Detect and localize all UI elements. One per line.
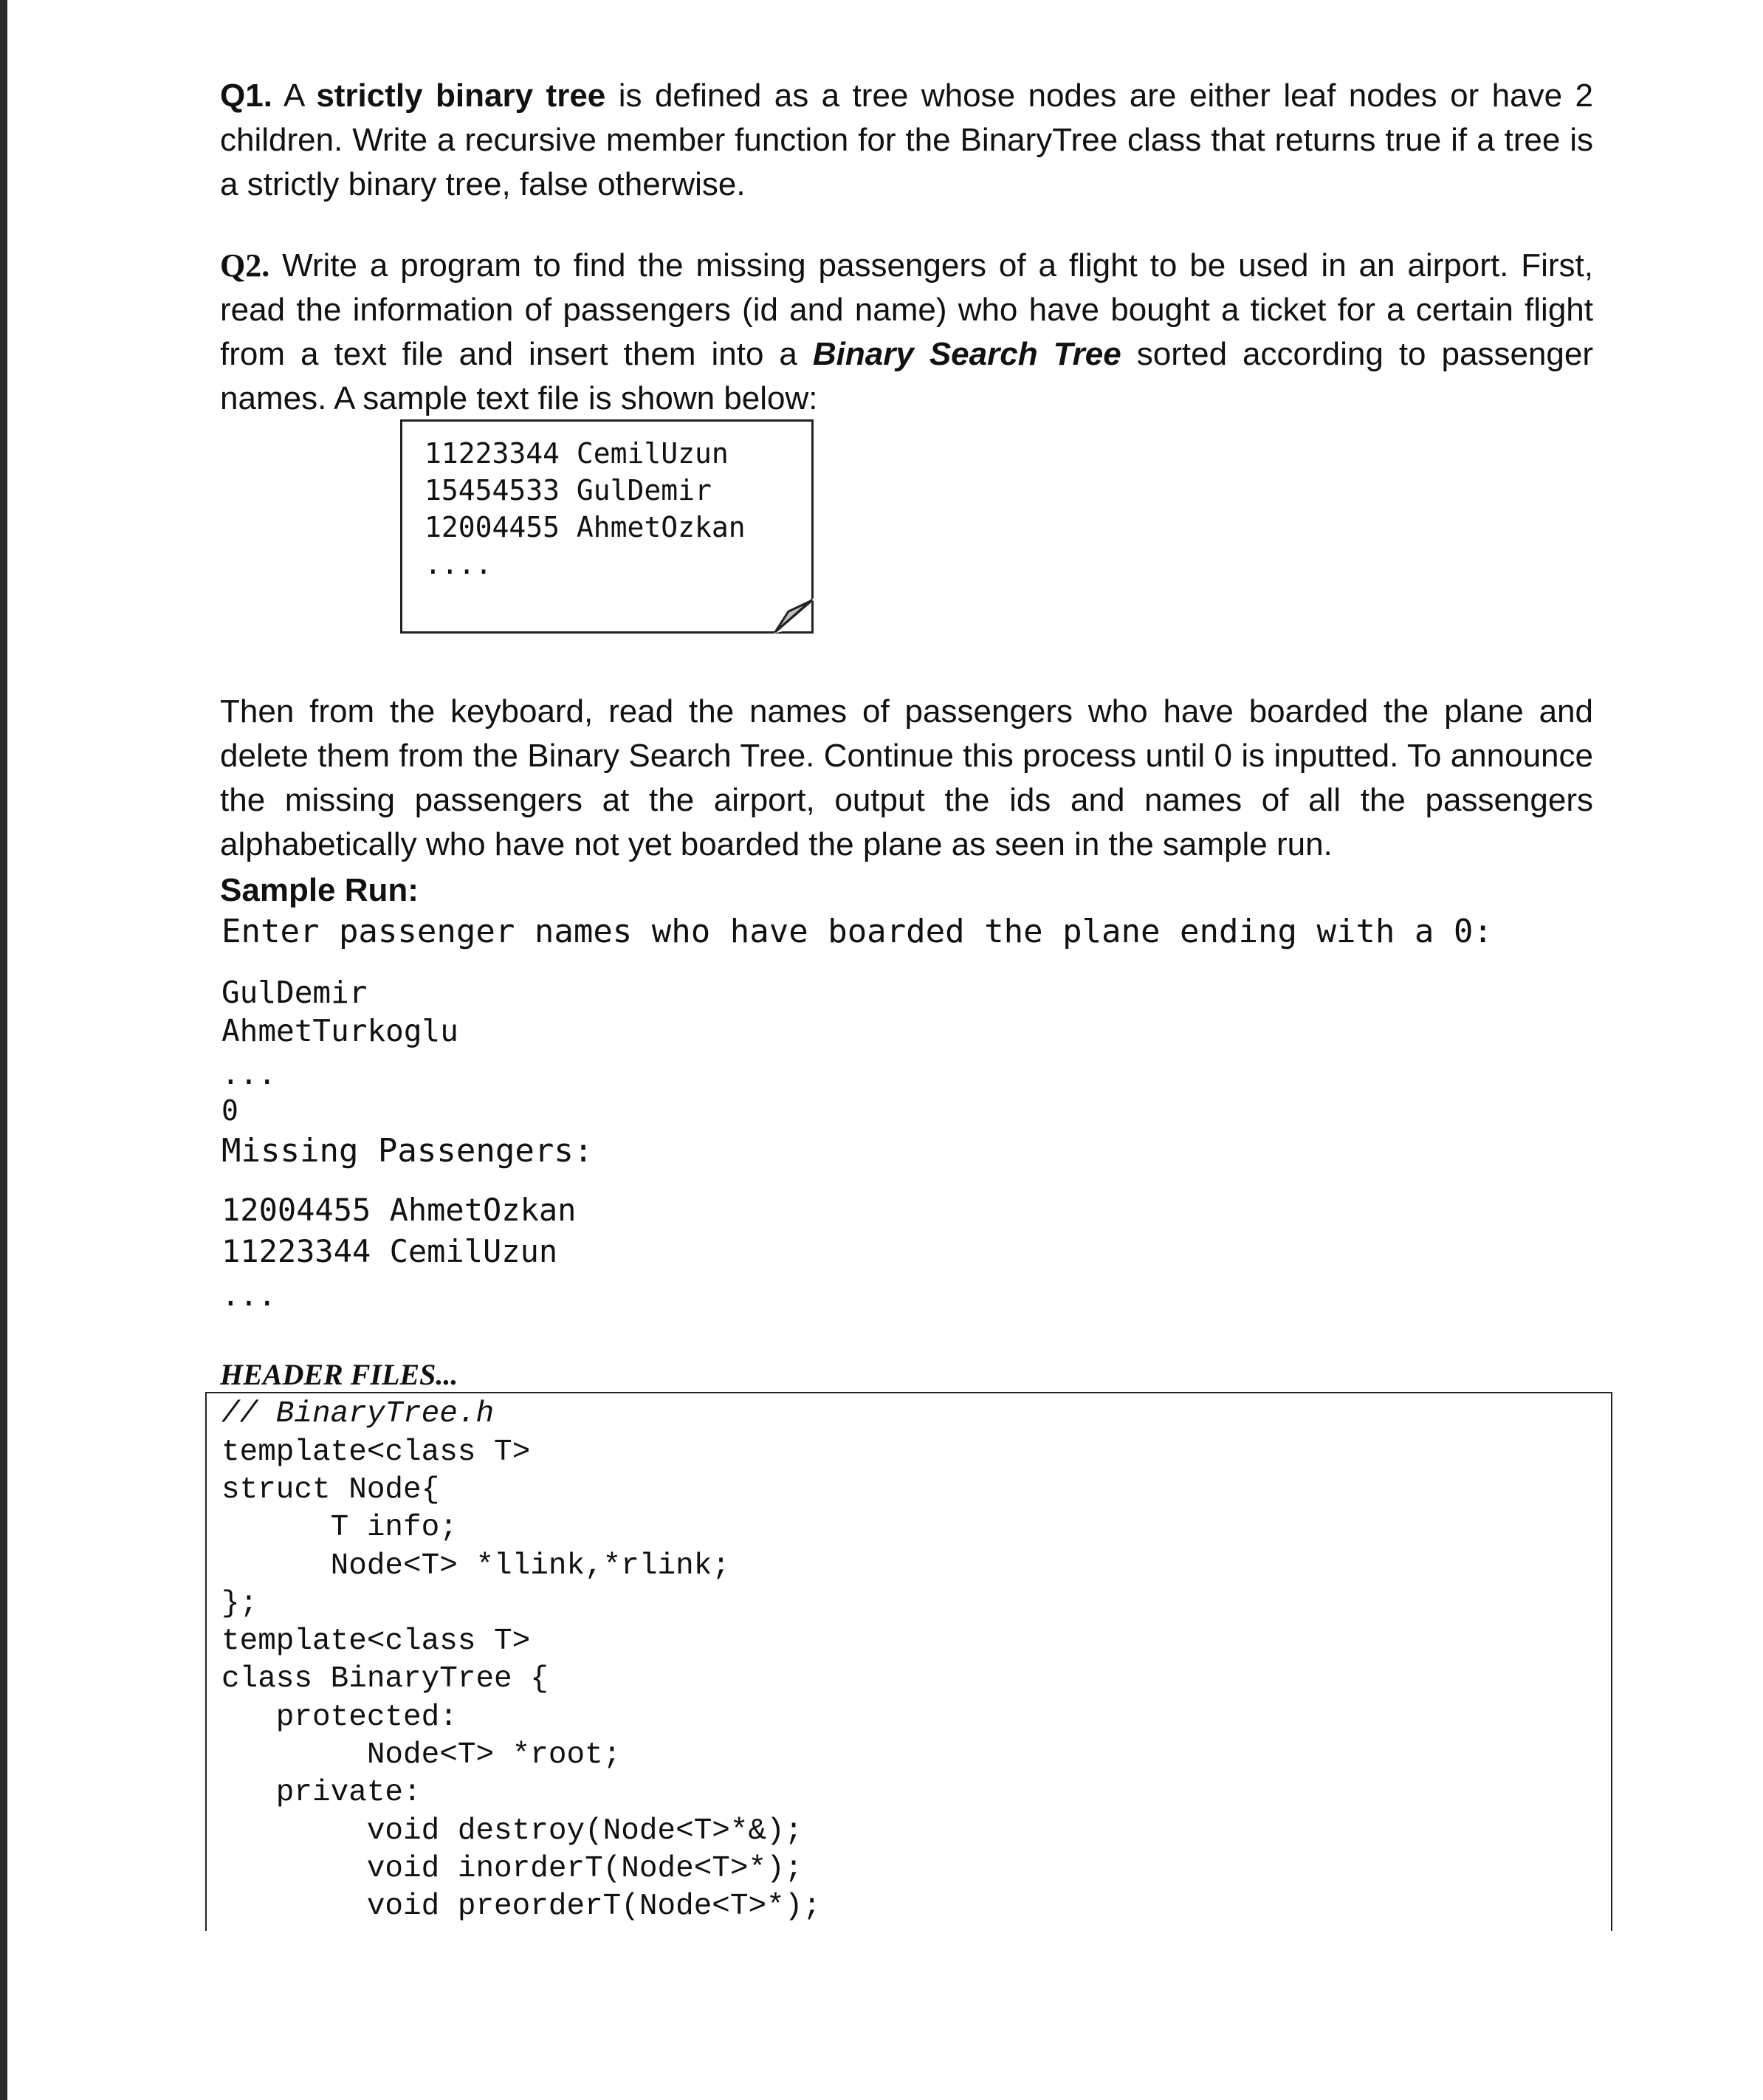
page-fold-icon bbox=[771, 598, 814, 634]
sample-file-line: 15454533 GulDemir bbox=[425, 474, 712, 507]
code-line: private: bbox=[221, 1776, 422, 1810]
code-line: void preorderT(Node<T>*); bbox=[221, 1890, 821, 1924]
code-line: Node<T> *llink,*rlink; bbox=[221, 1549, 730, 1583]
window-edge-bar bbox=[0, 0, 7, 2100]
header-files-title: HEADER FILES... bbox=[220, 1358, 458, 1391]
code-line: template<class T> bbox=[221, 1624, 531, 1658]
sample-file-lines bbox=[425, 435, 746, 583]
sample-file-line: .... bbox=[425, 548, 492, 580]
sample-run-title: Sample Run: bbox=[220, 872, 419, 908]
code-line: void destroy(Node<T>*&); bbox=[221, 1814, 803, 1848]
question-1-pre: A bbox=[272, 78, 317, 114]
question-2-continued: Then from the keyboard, read the names of passengers who have boarded the plane and delete them from the Binary Search Tree. Continue this process until 0 is inputted. To announce the missing passengers at the airport, output the ids and names of all the passengers alphabetically who have not yet boarded the plane as seen in the sample run. bbox=[220, 693, 1593, 862]
sample-run-input: ... bbox=[221, 1056, 277, 1091]
missing-passenger-row: ... bbox=[221, 1277, 277, 1313]
question-1 bbox=[220, 74, 1593, 207]
question-2-term: Binary Search Tree bbox=[812, 336, 1121, 372]
code-line: // BinaryTree.h bbox=[221, 1397, 495, 1431]
sample-run-input: GulDemir bbox=[221, 975, 368, 1010]
missing-passengers-title: Missing Passengers: bbox=[221, 1132, 594, 1170]
missing-passenger-row: 11223344 CemilUzun bbox=[221, 1233, 558, 1269]
missing-passenger-row: 12004455 AhmetOzkan bbox=[221, 1192, 577, 1228]
sample-text-file bbox=[400, 419, 814, 634]
code-line: template<class T> bbox=[221, 1435, 531, 1469]
sample-run-input: AhmetTurkoglu bbox=[221, 1013, 458, 1049]
question-1-label: Q1. bbox=[220, 78, 272, 114]
question-2-text-1: Write a program to find the missing passengers of a flight to be used in an airport. First, read the information of passengers (id and name) who have bought a ticket for a certain flight from a text file and insert them into a bbox=[220, 247, 1593, 372]
code-line: class BinaryTree { bbox=[221, 1662, 549, 1696]
sample-run-prompt: Enter passenger names who have boarded the plane ending with a 0: bbox=[221, 913, 1493, 950]
question-2-text-2: sorted according to passenger names. A sample text file is shown below: bbox=[220, 336, 1593, 416]
sample-file-line: 11223344 CemilUzun bbox=[425, 437, 729, 470]
question-1-term: strictly binary tree bbox=[316, 78, 606, 114]
sample-run-input: 0 bbox=[221, 1094, 238, 1127]
sample-file-line: 12004455 AhmetOzkan bbox=[425, 511, 746, 543]
question-2 bbox=[220, 244, 1593, 421]
code-line: }; bbox=[221, 1587, 258, 1621]
code-line: Node<T> *root; bbox=[221, 1738, 622, 1772]
question-2-label: Q2. bbox=[220, 247, 270, 284]
code-line: protected: bbox=[221, 1701, 458, 1734]
code-line: T info; bbox=[221, 1511, 458, 1545]
code-line: struct Node{ bbox=[221, 1473, 440, 1507]
question-1-text: is defined as a tree whose nodes are either leaf nodes or have 2 children. Write a recursive member function for the BinaryTree class that returns true if a tree is a strictly binary tree, false otherwise. bbox=[220, 78, 1593, 202]
code-line: void inorderT(Node<T>*); bbox=[221, 1852, 803, 1886]
